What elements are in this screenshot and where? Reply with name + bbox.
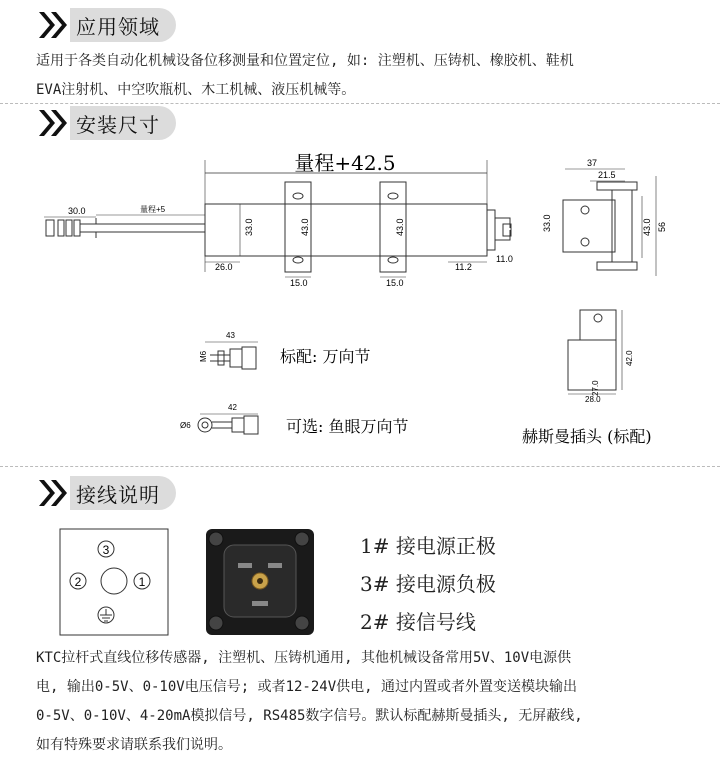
wiring-desc-1: KTC拉杆式直线位移传感器, 注塑机、压铸机通用, 其他机械设备常用5V、10V电源供 <box>36 650 572 666</box>
dim-43-b: 43.0 <box>395 218 405 236</box>
dim-26: 26.0 <box>215 262 233 272</box>
chevron-icon <box>36 106 70 140</box>
joint-dim-43: 43 <box>226 331 235 340</box>
eye-dim-42: 42 <box>228 403 237 412</box>
pin-2: 2 <box>74 575 82 589</box>
wiring-desc-2: 电, 输出0-5V、0-10V电压信号; 或者12-24V供电, 通过内置或者外置变送模块输出 <box>36 679 578 695</box>
range-label: 量程+42.5 <box>294 151 396 175</box>
plug-photo <box>204 527 316 637</box>
wiring-list <box>360 527 496 641</box>
dim-11-0: 11.0 <box>496 254 513 264</box>
side-dim-33: 33.0 <box>542 214 552 232</box>
dim-43-a: 43.0 <box>300 218 310 236</box>
plug-dim-27: 27.0 <box>591 380 600 396</box>
side-dim-43: 43.0 <box>642 218 652 236</box>
divider <box>0 466 720 467</box>
application-header <box>36 8 176 42</box>
dim-37: 37 <box>587 158 598 168</box>
wire-2: 2# 接信号线 <box>360 610 476 634</box>
chevron-icon <box>36 476 70 510</box>
chevron-icon <box>36 8 70 42</box>
divider <box>0 103 720 104</box>
wiring-desc-3: 0-5V、0-10V、4-20mA模拟信号, RS485数字信号。默认标配赫斯曼插头, 无屏蔽线, <box>36 708 583 724</box>
application-title: 应用领域 <box>70 8 176 42</box>
optional-joint-label: 可选: 鱼眼万向节 <box>286 417 409 436</box>
dim-15-b: 15.0 <box>386 278 404 288</box>
wiring-header <box>36 476 176 510</box>
plug-label: 赫斯曼插头 (标配) <box>522 427 652 446</box>
pin-1: 1 <box>138 575 146 589</box>
dim-11-2: 11.2 <box>455 262 472 272</box>
dim-15-a: 15.0 <box>290 278 308 288</box>
plug-dim-28: 28.0 <box>585 395 601 404</box>
wiring-desc-4: 如有特殊要求请联系我们说明。 <box>36 737 232 753</box>
install-title: 安装尺寸 <box>70 106 176 140</box>
wiring-title: 接线说明 <box>70 476 176 510</box>
install-header <box>36 106 176 140</box>
standard-joint-label: 标配: 万向节 <box>280 347 371 366</box>
wire-3: 3# 接电源负极 <box>360 572 496 596</box>
small-range-label: 量程+5 <box>140 205 166 214</box>
dim-30: 30.0 <box>68 206 86 216</box>
dim-21-5: 21.5 <box>598 170 616 180</box>
dim-33: 33.0 <box>244 218 254 236</box>
plug-dim-42: 42.0 <box>625 350 634 366</box>
install-drawing <box>0 140 720 460</box>
eye-dim-6: Ø6 <box>180 421 191 430</box>
wire-1: 1# 接电源正极 <box>360 534 496 558</box>
pin-3: 3 <box>102 543 110 557</box>
application-line-1: 适用于各类自动化机械设备位移测量和位置定位, 如: 注塑机、压铸机、橡胶机、鞋机 <box>36 53 574 69</box>
side-dim-56: 56 <box>657 221 667 232</box>
joint-dim-m6: M6 <box>199 350 208 362</box>
application-line-2: EVA注射机、中空吹瓶机、木工机械、液压机械等。 <box>36 82 356 98</box>
pin-diagram <box>58 527 170 637</box>
